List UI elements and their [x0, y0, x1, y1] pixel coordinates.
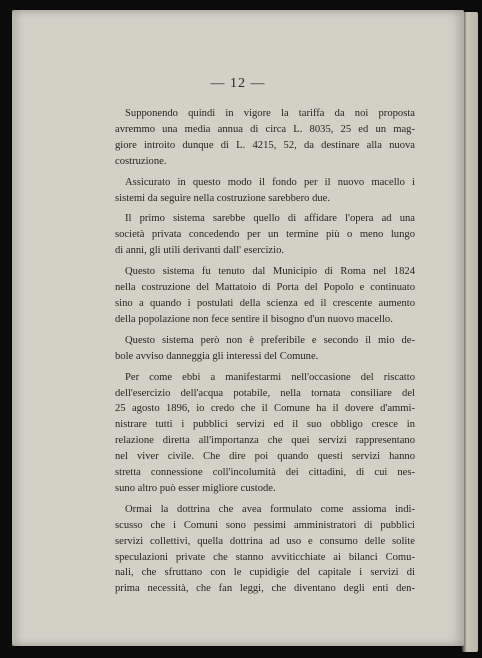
- paragraph: [115, 106, 415, 170]
- text-line: Supponendo quindi in vigore la tariffa da noi proposta: [125, 108, 415, 119]
- text-line: avremmo una media annua di circa L. 8035, 25 ed un mag-: [115, 123, 415, 135]
- text-line: nel viver civile. Che dire poi quando questi servizi hanno: [115, 451, 415, 463]
- text-line: bole avviso danneggia gli interessi del Comune.: [115, 350, 319, 362]
- page-number: — 12 —: [210, 76, 266, 91]
- book-page: [12, 10, 464, 646]
- text-line: suno altro può esser migliore custode.: [115, 482, 276, 494]
- text-line: costruzione.: [115, 155, 167, 167]
- body-text: [115, 106, 415, 602]
- paragraph: [115, 264, 415, 328]
- text-line: scusso che i Comuni sono pessimi amministratori di pubblici: [115, 519, 415, 531]
- text-line: Assicurato in questo modo il fondo per il nuovo macello i: [125, 176, 415, 188]
- text-line: 25 agosto 1896, io credo che il Comune ha il dovere d'ammi-: [115, 403, 415, 415]
- text-line: Per come ebbi a manifestarmi nell'occasione del riscatto: [125, 371, 415, 383]
- next-page-edge: [462, 12, 478, 652]
- paragraph: [115, 175, 415, 207]
- text-line: servizi collettivi, quella dottrina ad uso e consumo delle solite: [115, 535, 415, 547]
- text-line: società privata concedendo per un termine più o meno lungo: [115, 229, 415, 241]
- text-line: relazione diretta all'importanza che quei servizi rappresentano: [115, 435, 415, 447]
- text-line: Questo sistema fu tenuto dal Municipio di Roma nel 1824: [125, 266, 415, 278]
- text-line: nali, che sfruttano con le cupidigie del capitale i servizi di: [115, 567, 415, 579]
- text-line: speculazioni private che stanno avviticchiate ai bilanci Comu-: [115, 551, 415, 563]
- text-line: sino a quando i postulati della scienza ed il crescente aumento: [115, 297, 415, 309]
- paragraph: [115, 333, 415, 365]
- paragraph: [115, 211, 415, 259]
- text-line: Ormai la dottrina che avea formulato come assioma indi-: [125, 503, 415, 515]
- text-line: della popolazione non fece sentire il bisogno d'un nuovo macello.: [115, 313, 393, 325]
- text-line: prima necessità, che fan leggi, che diventano degli enti den-: [115, 583, 415, 595]
- text-line: dell'esercizio dell'acqua potabile, nella tornata consiliare del: [115, 387, 415, 399]
- paragraph: [115, 502, 415, 597]
- text-line: di anni, gli utili derivanti dall' esercizio.: [115, 245, 285, 257]
- text-line: nistrare tutti i pubblici servizi ed il suo obbligo cresce in: [115, 419, 415, 431]
- text-line: Questo sistema però non è preferibile e secondo il mio de-: [125, 334, 415, 346]
- paragraph: [115, 370, 415, 497]
- text-line: sistemi da seguire nella costruzione sarebbero due.: [115, 192, 331, 204]
- text-line: stretta connessione coll'incolumità dei cittadini, di cui nes-: [115, 467, 415, 479]
- text-line: giore introito dunque di L. 4215, 52, da destinare alla nuova: [115, 139, 415, 151]
- text-line: nella costruzione del Mattatoio di Porta del Popolo e continuato: [115, 282, 415, 294]
- text-line: Il primo sistema sarebbe quello di affidare l'opera ad una: [125, 213, 415, 225]
